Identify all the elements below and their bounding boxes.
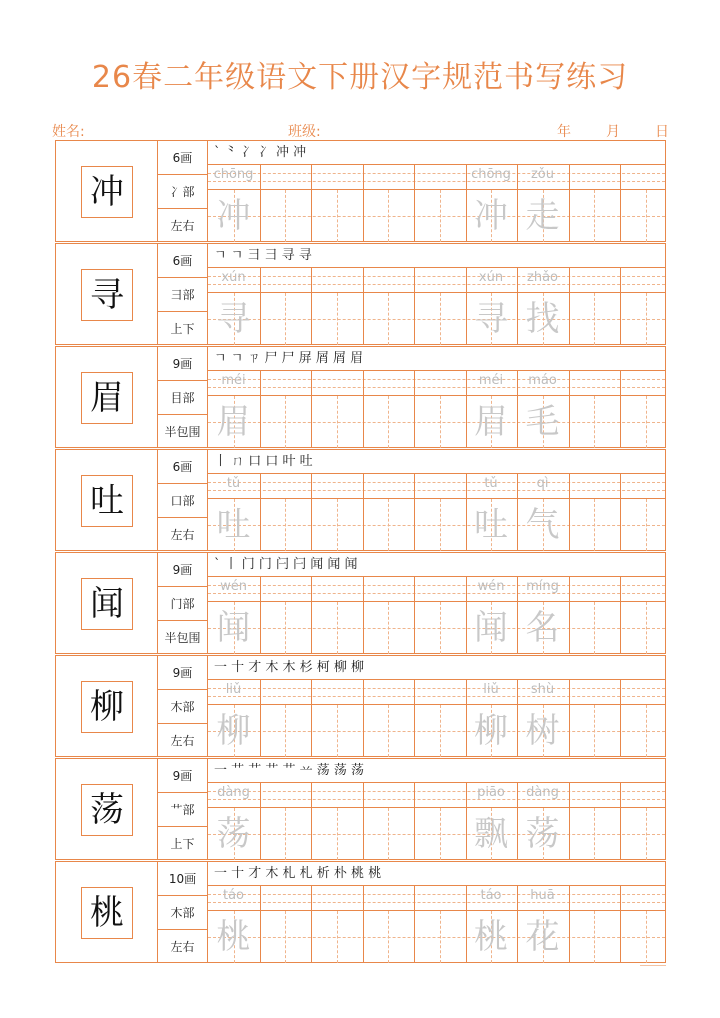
center-guide — [440, 808, 441, 860]
stroke-count: 9画 — [158, 553, 207, 587]
name-label: 姓名: — [52, 124, 85, 140]
character-row — [55, 140, 666, 242]
center-guide — [646, 499, 647, 551]
word-pinyin: wén — [477, 579, 505, 594]
pinyin-hint: táo — [222, 888, 245, 903]
pinyin-guide — [208, 688, 665, 689]
center-guide — [594, 190, 595, 242]
word-trace-character: 吐 — [474, 505, 508, 545]
character-row — [55, 861, 666, 963]
model-character-cell — [55, 346, 158, 448]
word-pinyin: piāo — [477, 785, 505, 800]
midline-guide — [208, 422, 665, 423]
structure: 左右 — [170, 734, 195, 748]
word-pinyin: máo — [528, 373, 557, 388]
pinyin-row — [208, 680, 666, 705]
midline-guide — [208, 834, 665, 835]
writing-grid — [208, 861, 666, 963]
midline-guide — [208, 319, 665, 320]
center-guide — [388, 190, 389, 242]
character-info — [158, 243, 208, 345]
model-character: 桃 — [81, 887, 133, 939]
pinyin-row — [208, 268, 666, 293]
model-character: 吐 — [81, 475, 133, 527]
column-divider — [414, 165, 415, 242]
center-guide — [285, 293, 286, 345]
character-info — [158, 758, 208, 860]
stroke-order: ㄱ ㄱ ⺕ 彐 寻 寻 — [208, 243, 666, 268]
word-trace-character: 飘 — [474, 814, 508, 854]
character-row — [55, 758, 666, 860]
column-divider — [414, 886, 415, 963]
column-divider — [569, 268, 570, 345]
column-divider — [569, 474, 570, 551]
center-guide — [440, 705, 441, 757]
stroke-order: ` ⺀ 冫 冫 冲 冲 — [208, 140, 666, 165]
trace-character: 桃 — [216, 917, 251, 957]
center-guide — [594, 293, 595, 345]
word-trace-character: 桃 — [474, 917, 508, 957]
writing-grid — [208, 140, 666, 242]
center-guide — [337, 602, 338, 654]
center-guide — [337, 911, 338, 963]
pinyin-hint: tǔ — [226, 476, 241, 491]
stroke-count: 6画 — [158, 141, 207, 175]
character-info — [158, 140, 208, 242]
center-guide — [594, 808, 595, 860]
column-divider — [414, 577, 415, 654]
word-trace-character: 寻 — [474, 299, 508, 339]
center-guide — [594, 602, 595, 654]
word-pinyin: dàng — [526, 785, 559, 800]
word-pinyin: táo — [480, 888, 502, 903]
column-divider — [363, 165, 364, 242]
center-guide — [646, 808, 647, 860]
center-guide — [285, 190, 286, 242]
model-character: 寻 — [81, 269, 133, 321]
midline-guide — [208, 937, 665, 938]
model-character-cell — [55, 655, 158, 757]
structure: 左右 — [170, 940, 195, 954]
word-trace-character: 名 — [525, 608, 560, 648]
center-guide — [388, 808, 389, 860]
midline-guide — [208, 731, 665, 732]
column-divider — [311, 165, 312, 242]
model-character: 荡 — [81, 784, 133, 836]
pinyin-guide — [208, 585, 665, 586]
column-divider — [363, 577, 364, 654]
pinyin-guide — [208, 173, 665, 174]
word-pinyin: míng — [526, 579, 559, 594]
writing-grid — [208, 655, 666, 757]
word-trace-character: 毛 — [525, 402, 560, 442]
stroke-count: 10画 — [158, 862, 207, 896]
stroke-count: 6画 — [158, 450, 207, 484]
trace-character: 柳 — [216, 711, 251, 751]
stroke-order: ㄱ ㄱ ㄗ 尸 尸 屏 屑 屑 眉 — [208, 346, 666, 371]
word-trace-character: 找 — [525, 299, 560, 339]
column-divider — [620, 371, 621, 448]
column-divider — [363, 474, 364, 551]
column-divider — [363, 886, 364, 963]
structure: 上下 — [170, 322, 195, 336]
pinyin-guide — [208, 379, 665, 380]
month-label: 月 — [606, 124, 620, 140]
pinyin-row — [208, 783, 666, 808]
trace-character: 闻 — [216, 608, 251, 648]
column-divider — [260, 474, 261, 551]
page-title: 26春二年级语文下册汉字规范书写练习 — [91, 60, 629, 95]
pinyin-guide — [208, 387, 665, 388]
center-guide — [440, 190, 441, 242]
stroke-count: 9画 — [158, 759, 207, 793]
column-divider — [363, 268, 364, 345]
pinyin-guide — [208, 894, 665, 895]
center-guide — [646, 705, 647, 757]
column-divider — [620, 886, 621, 963]
word-trace-character: 荡 — [525, 814, 560, 854]
column-divider — [620, 680, 621, 757]
column-divider — [311, 886, 312, 963]
word-trace-character: 眉 — [474, 402, 508, 442]
center-guide — [337, 808, 338, 860]
center-guide — [337, 293, 338, 345]
center-guide — [388, 293, 389, 345]
center-guide — [440, 396, 441, 448]
center-guide — [440, 602, 441, 654]
word-trace-character: 气 — [525, 505, 560, 545]
center-guide — [440, 911, 441, 963]
column-divider — [260, 371, 261, 448]
word-pinyin: tǔ — [484, 476, 498, 491]
column-divider — [620, 783, 621, 860]
model-character-cell — [55, 243, 158, 345]
center-guide — [440, 293, 441, 345]
column-divider — [260, 268, 261, 345]
writing-grid — [208, 758, 666, 860]
column-divider — [311, 474, 312, 551]
stroke-count: 6画 — [158, 244, 207, 278]
trace-character: 眉 — [216, 402, 251, 442]
midline-guide — [208, 216, 665, 217]
column-divider — [260, 577, 261, 654]
word-pinyin: shù — [530, 682, 555, 697]
column-divider — [569, 371, 570, 448]
pinyin-guide — [208, 482, 665, 483]
trace-character: 寻 — [216, 299, 251, 339]
column-divider — [620, 474, 621, 551]
pinyin-guide — [208, 284, 665, 285]
writing-grid — [208, 552, 666, 654]
center-guide — [337, 396, 338, 448]
center-guide — [285, 705, 286, 757]
word-pinyin: huā — [530, 888, 555, 903]
model-character: 柳 — [81, 681, 133, 733]
stroke-order: 丨 ㄇ 口 口 叶 吐 — [208, 449, 666, 474]
pinyin-guide — [208, 490, 665, 491]
word-trace-character: 走 — [525, 196, 560, 236]
column-divider — [311, 577, 312, 654]
pinyin-hint: dàng — [217, 785, 250, 800]
character-info — [158, 346, 208, 448]
year-label: 年 — [557, 124, 571, 140]
stroke-order: ` 丨 门 门 闩 闩 闻 闻 闻 — [208, 552, 666, 577]
character-row — [55, 346, 666, 448]
character-info — [158, 655, 208, 757]
center-guide — [440, 499, 441, 551]
character-info — [158, 861, 208, 963]
structure: 左右 — [170, 219, 195, 233]
center-guide — [337, 190, 338, 242]
column-divider — [620, 165, 621, 242]
model-character-cell — [55, 861, 158, 963]
center-guide — [285, 396, 286, 448]
model-character-cell — [55, 140, 158, 242]
column-divider — [311, 371, 312, 448]
word-pinyin: qì — [536, 476, 549, 491]
center-guide — [646, 190, 647, 242]
center-guide — [388, 705, 389, 757]
structure: 左右 — [170, 528, 195, 542]
column-divider — [260, 680, 261, 757]
pinyin-guide — [208, 791, 665, 792]
radical: 艹部 — [158, 793, 207, 827]
word-pinyin: méi — [478, 373, 504, 388]
pinyin-guide — [208, 593, 665, 594]
radical: 彐部 — [158, 278, 207, 312]
center-guide — [388, 396, 389, 448]
column-divider — [260, 886, 261, 963]
pinyin-guide — [208, 696, 665, 697]
trace-character: 荡 — [216, 814, 251, 854]
column-divider — [620, 268, 621, 345]
model-character: 眉 — [81, 372, 133, 424]
column-divider — [620, 577, 621, 654]
class-label: 班级: — [288, 124, 321, 140]
stroke-order: 一 十 才 木 木 杉 柯 柳 柳 — [208, 655, 666, 680]
writing-grid — [208, 243, 666, 345]
model-character-cell — [55, 449, 158, 551]
word-pinyin: xún — [478, 270, 504, 285]
midline-guide — [208, 628, 665, 629]
stroke-order: 一 艹 艹 艹 艹 䒑 荡 荡 荡 — [208, 758, 666, 783]
pinyin-row — [208, 165, 666, 190]
word-pinyin: zǒu — [530, 167, 555, 182]
stroke-count: 9画 — [158, 656, 207, 690]
center-guide — [594, 396, 595, 448]
column-divider — [569, 783, 570, 860]
trace-character: 冲 — [216, 196, 251, 236]
center-guide — [646, 396, 647, 448]
radical: 木部 — [158, 896, 207, 930]
word-trace-character: 闻 — [474, 608, 508, 648]
center-guide — [594, 499, 595, 551]
word-pinyin: chōng — [471, 167, 511, 182]
structure: 半包围 — [164, 631, 201, 645]
character-row — [55, 552, 666, 654]
pinyin-row — [208, 371, 666, 396]
structure: 上下 — [170, 837, 195, 851]
pinyin-hint: liǔ — [225, 682, 242, 697]
column-divider — [311, 783, 312, 860]
structure: 半包围 — [164, 425, 201, 439]
pinyin-hint: xún — [221, 270, 246, 285]
center-guide — [285, 602, 286, 654]
day-label: 日 — [655, 124, 669, 140]
model-character-cell — [55, 758, 158, 860]
pinyin-guide — [208, 181, 665, 182]
center-guide — [388, 911, 389, 963]
column-divider — [414, 680, 415, 757]
column-divider — [414, 783, 415, 860]
column-divider — [260, 165, 261, 242]
pinyin-row — [208, 886, 666, 911]
pinyin-guide — [208, 902, 665, 903]
center-guide — [388, 602, 389, 654]
word-trace-character: 花 — [525, 917, 560, 957]
word-trace-character: 树 — [525, 711, 560, 751]
model-character: 冲 — [81, 166, 133, 218]
pinyin-row — [208, 474, 666, 499]
radical: 目部 — [158, 381, 207, 415]
center-guide — [594, 705, 595, 757]
word-trace-character: 冲 — [474, 196, 508, 236]
center-guide — [285, 499, 286, 551]
stroke-order: 一 十 才 木 札 札 析 朴 桃 桃 — [208, 861, 666, 886]
pinyin-guide — [208, 799, 665, 800]
column-divider — [569, 680, 570, 757]
character-info — [158, 552, 208, 654]
column-divider — [569, 886, 570, 963]
center-guide — [337, 705, 338, 757]
pinyin-guide — [208, 276, 665, 277]
word-pinyin: zhǎo — [527, 270, 558, 285]
column-divider — [311, 268, 312, 345]
radical: 口部 — [158, 484, 207, 518]
column-divider — [414, 268, 415, 345]
column-divider — [414, 371, 415, 448]
column-divider — [363, 783, 364, 860]
center-guide — [646, 293, 647, 345]
pinyin-hint: chōng — [213, 167, 254, 182]
center-guide — [337, 499, 338, 551]
model-character: 闻 — [81, 578, 133, 630]
model-character-cell — [55, 552, 158, 654]
center-guide — [285, 911, 286, 963]
center-guide — [646, 602, 647, 654]
column-divider — [569, 165, 570, 242]
column-divider — [414, 474, 415, 551]
character-info — [158, 449, 208, 551]
character-row — [55, 449, 666, 551]
midline-guide — [208, 525, 665, 526]
center-guide — [594, 911, 595, 963]
writing-grid — [208, 449, 666, 551]
radical: 门部 — [158, 587, 207, 621]
center-guide — [285, 808, 286, 860]
center-guide — [388, 499, 389, 551]
pinyin-hint: méi — [221, 373, 246, 388]
column-divider — [363, 680, 364, 757]
column-divider — [311, 680, 312, 757]
character-row — [55, 243, 666, 345]
stroke-count: 9画 — [158, 347, 207, 381]
column-divider — [363, 371, 364, 448]
word-pinyin: liǔ — [483, 682, 499, 697]
radical: 冫部 — [158, 175, 207, 209]
character-row — [55, 655, 666, 757]
pinyin-hint: wén — [220, 579, 247, 594]
column-divider — [260, 783, 261, 860]
trace-character: 吐 — [216, 505, 251, 545]
column-divider — [569, 577, 570, 654]
radical: 木部 — [158, 690, 207, 724]
pinyin-row — [208, 577, 666, 602]
writing-grid — [208, 346, 666, 448]
footer-mark — [640, 965, 666, 966]
word-trace-character: 柳 — [474, 711, 508, 751]
center-guide — [646, 911, 647, 963]
